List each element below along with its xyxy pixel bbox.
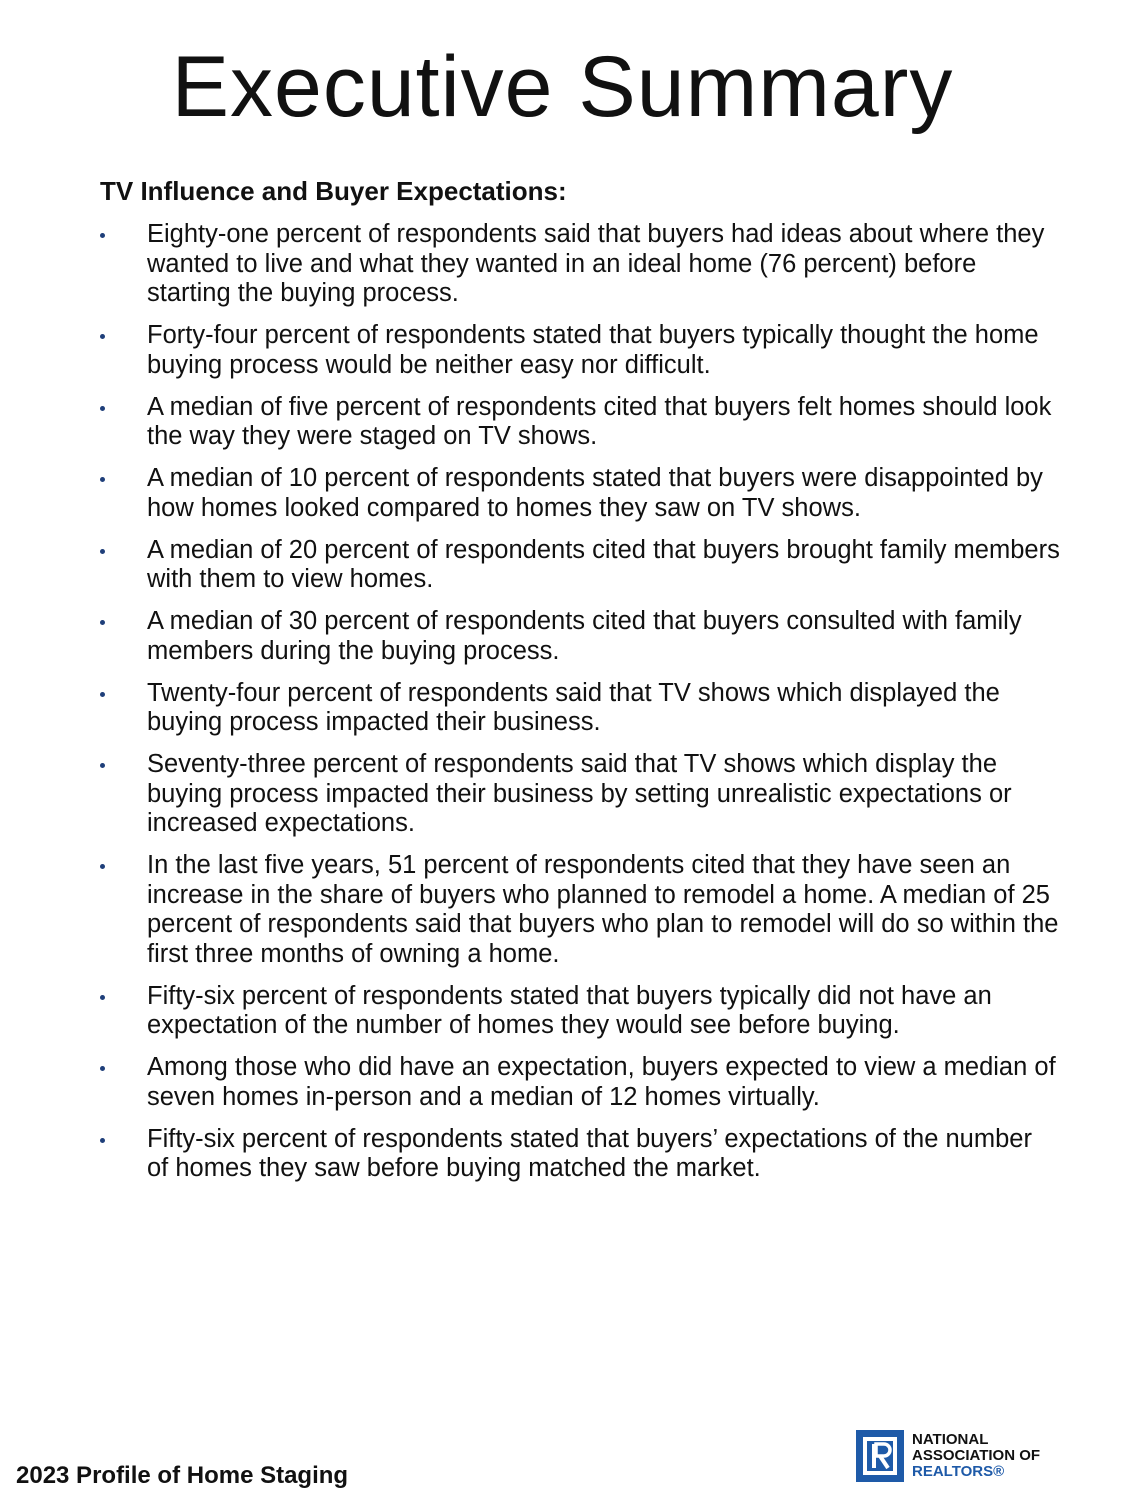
bullet-dot-icon (100, 692, 105, 697)
bullet-text: A median of 20 percent of respondents cited that buyers brought family members with them to view homes. (147, 535, 1060, 593)
bullet-item (100, 220, 1060, 309)
logo-text (912, 1432, 1040, 1480)
bullet-text: Fifty-six percent of respondents stated that buyers typically did not have an expectation of the number of homes they would see before buying. (147, 981, 992, 1039)
logo-line-3: REALTORS® (912, 1463, 1005, 1480)
bullet-text: Forty-four percent of respondents stated that buyers typically thought the home buying process would be neither easy nor difficult. (147, 321, 1039, 379)
bullet-dot-icon (100, 406, 105, 411)
bullet-dot-icon (100, 864, 105, 869)
bullet-list (100, 220, 1060, 1196)
bullet-text: Seventy-three percent of respondents said that TV shows which display the buying process impacted their business by setting unrealistic expectations or increased expectations. (147, 750, 1012, 837)
bullet-text: In the last five years, 51 percent of respondents cited that they have seen an increase in the share of buyers who planned to remodel a home. A median of 25 percent of respondents said that buyers who plan to remodel will do so within the first three months of owning a home. (147, 851, 1059, 968)
bullet-text: A median of five percent of respondents cited that buyers felt homes should look the way they were staged on TV shows. (147, 392, 1052, 450)
bullet-dot-icon (100, 477, 105, 482)
bullet-text: Among those who did have an expectation, buyers expected to view a median of seven homes in-person and a median of 12 homes virtually. (147, 1053, 1056, 1111)
logo-line-2: ASSOCIATION OF (912, 1447, 1041, 1464)
bullet-dot-icon (100, 1138, 105, 1143)
bullet-dot-icon (100, 620, 105, 625)
section-heading: TV Influence and Buyer Expectations: (100, 176, 567, 206)
bullet-text: Eighty-one percent of respondents said that buyers had ideas about where they wanted to live and what they wanted in an ideal home (76 percent) before starting the buying process. (147, 220, 1045, 307)
page-title: Executive Summary (171, 39, 954, 135)
bullet-text: A median of 10 percent of respondents stated that buyers were disappointed by how homes looked compared to homes they saw on TV shows. (147, 464, 1043, 522)
bullet-item (100, 750, 1060, 839)
bullet-item (100, 321, 1060, 380)
bullet-item (100, 1053, 1060, 1112)
nar-logo (856, 1430, 1040, 1482)
realtor-r-logo-icon (856, 1430, 904, 1482)
bullet-item (100, 851, 1060, 969)
bullet-item (100, 679, 1060, 738)
bullet-dot-icon (100, 334, 105, 339)
footer-report-title: 2023 Profile of Home Staging (16, 1462, 349, 1489)
bullet-text: Fifty-six percent of respondents stated that buyers’ expectations of the number of homes they saw before buying matched the market. (147, 1124, 1032, 1182)
bullet-item (100, 982, 1060, 1041)
bullet-dot-icon (100, 1066, 105, 1071)
bullet-dot-icon (100, 549, 105, 554)
bullet-item (100, 607, 1060, 666)
bullet-dot-icon (100, 233, 105, 238)
bullet-dot-icon (100, 763, 105, 768)
bullet-text: A median of 30 percent of respondents cited that buyers consulted with family members during the buying process. (147, 607, 1022, 665)
bullet-dot-icon (100, 995, 105, 1000)
bullet-text: Twenty-four percent of respondents said that TV shows which displayed the buying process impacted their business. (147, 678, 1000, 736)
logo-line-1: NATIONAL (912, 1431, 989, 1448)
bullet-item (100, 464, 1060, 523)
bullet-item (100, 1125, 1060, 1184)
bullet-item (100, 536, 1060, 595)
bullet-item (100, 393, 1060, 452)
